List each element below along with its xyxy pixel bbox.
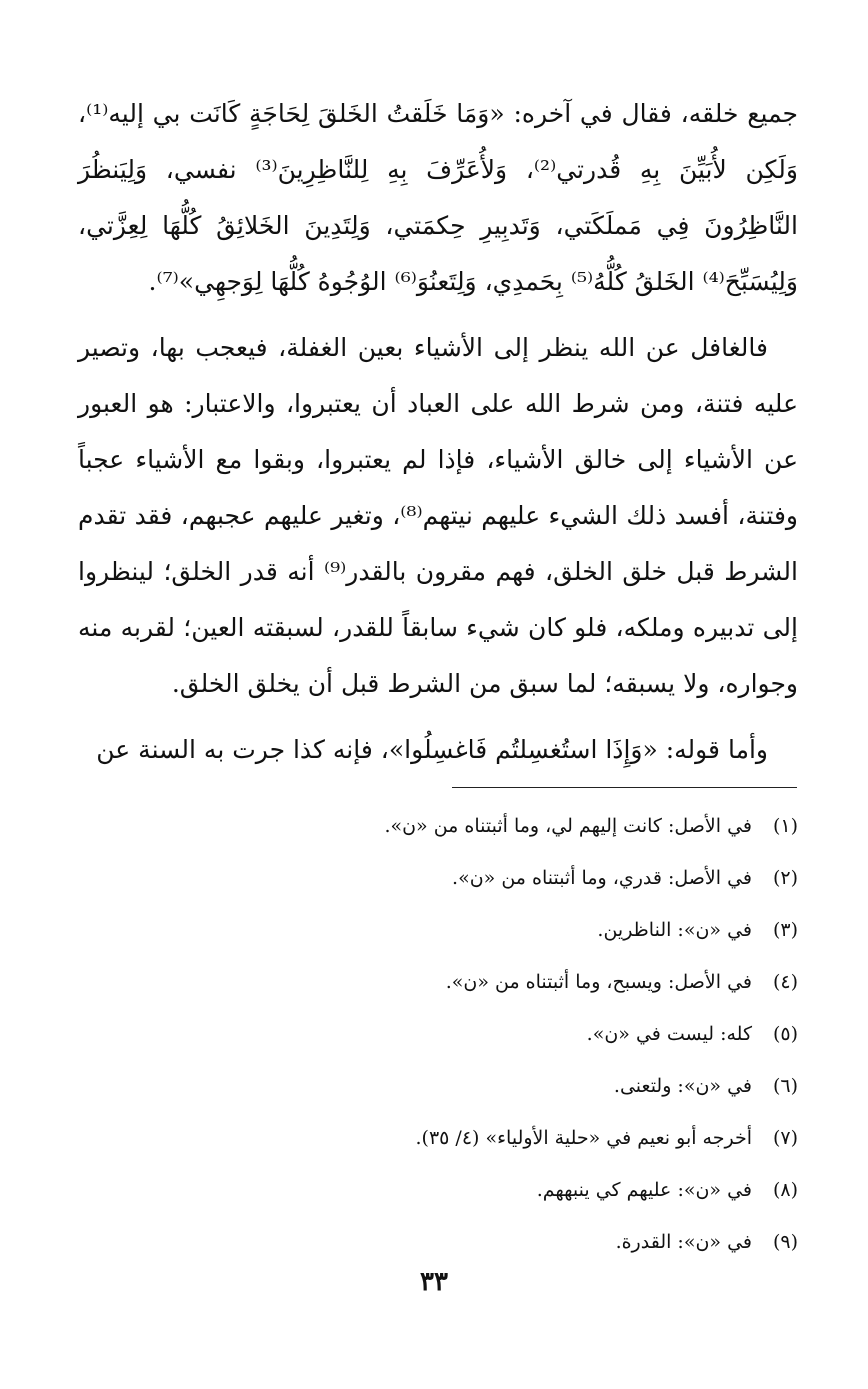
main-text <box>78 86 798 788</box>
footnotes-list <box>78 800 798 1268</box>
footnote-item <box>78 956 798 1008</box>
footnote-number: (٢) <box>772 867 798 889</box>
footnote-number: (١) <box>772 815 798 837</box>
footnote-item <box>78 1060 798 1112</box>
paragraph-1: جميع خلقه، فقال في آخره: «وَمَا خَلَقتُ الخَلقَ لِحَاجَةٍ كَانَت بي إليه⁽¹⁾، وَلَكِن لأُبَيِّنَ بِهِ قُدرتي⁽²⁾، وَلأُعَرِّفَ بِهِ لِلنَّاظِرِينَ⁽³⁾ نفسي، وَلِيَنظُرَ النَّاظِرُونَ فِي مَملَكَتي، وَتَدبِيرِ حِكمَتي، وَلِتَدِينَ الخَلائِقُ كُلُّهَا لِعِزَّتي، وَلِيُسَبِّحَ⁽⁴⁾ الخَلقُ كُلُّهُ⁽⁵⁾ بِحَمدِي، وَلِتَعنُوَ⁽⁶⁾ الوُجُوهُ كُلُّهَا لِوَجهِي»⁽⁷⁾. <box>78 99 798 296</box>
footnote-text: في الأصل: كانت إليهم لي، وما أثبتناه من «ن». <box>384 815 752 837</box>
paragraph-2: فالغافل عن الله ينظر إلى الأشياء بعين الغفلة، فيعجب بها، وتصير عليه فتنة، ومن شرط الله على العباد أن يعتبروا، والاعتبار: هو العبور عن الأشياء إلى خالق الأشياء، فإذا لم يعتبروا، وبقوا مع الأشياء عجباً وفتنة، أفسد ذلك الشيء عليهم نيتهم⁽⁸⁾، وتغير عليهم عجبهم، فقد تقدم الشرط قبل خلق الخلق، فهم مقرون بالقدر⁽⁹⁾ أنه قدر الخلق؛ لينظروا إلى تدبيره وملكه، فلو كان شيء سابقاً للقدر، لسبقته العين؛ لقربه منه وجواره، ولا يسبقه؛ لما سبق من الشرط قبل أن يخلق الخلق. <box>78 333 798 698</box>
footnote-text: في «ن»: عليهم كي ينبههم. <box>536 1179 752 1201</box>
footnote-number: (٣) <box>772 919 798 941</box>
footnote-text: أخرجه أبو نعيم في «حلية الأولياء» (٤/ ٣٥). <box>415 1127 752 1149</box>
footnote-item <box>78 852 798 904</box>
footnote-text: في الأصل: ويسبح، وما أثبتناه من «ن». <box>445 971 752 993</box>
footnote-number: (٨) <box>772 1179 798 1201</box>
page-number: ٣٣ <box>420 1267 448 1297</box>
footnote-number: (٧) <box>772 1127 798 1149</box>
footnote-text: في «ن»: ولتعنى. <box>613 1075 752 1097</box>
paragraph-3: وأما قوله: «وَإِذَا استُغسِلتُم فَاغسِلُوا»، فإنه كذا جرت به السنة عن <box>96 735 768 764</box>
footnote-number: (٤) <box>772 971 798 993</box>
footnote-item <box>78 1216 798 1268</box>
footnote-text: كله: ليست في «ن». <box>586 1023 752 1045</box>
footnote-item <box>78 1112 798 1164</box>
footnote-number: (٥) <box>772 1023 798 1045</box>
footnote-number: (٦) <box>772 1075 798 1097</box>
footnote-divider <box>452 787 797 788</box>
footnote-item <box>78 1164 798 1216</box>
footnote-text: في «ن»: القدرة. <box>615 1231 752 1253</box>
footnote-text: في «ن»: الناظرين. <box>597 919 752 941</box>
footnote-item <box>78 904 798 956</box>
footnote-text: في الأصل: قدري، وما أثبتناه من «ن». <box>452 867 752 889</box>
footnote-item <box>78 1008 798 1060</box>
footnote-item <box>78 800 798 852</box>
footnote-number: (٩) <box>772 1231 798 1253</box>
